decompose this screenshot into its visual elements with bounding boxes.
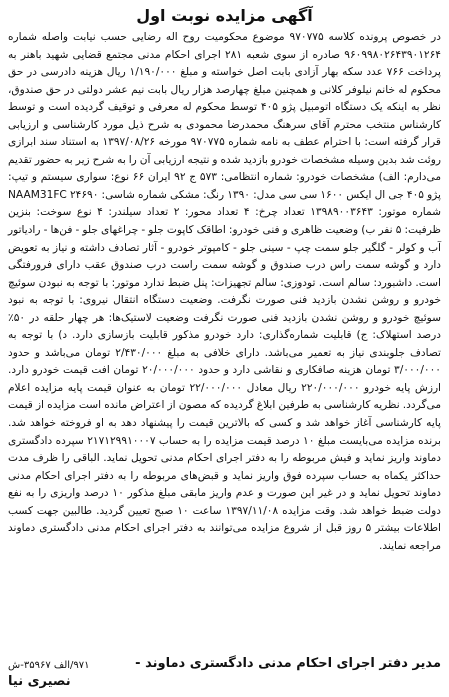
notice-title: آگهی مزایده نوبت اول <box>136 6 313 25</box>
notice-footer <box>8 655 441 691</box>
notice-body: در خصوص پرونده کلاسه ۹۷۰۷۷۵ موضوع محکومیت روح اله رضایی حسب نیابت واصله شماره ۹۶۰۹۹۸۰۲۶۴۳۹۰۱۲۶۴ صادره از سوی شعبه ۲۸۱ اجرای احکام مدنی مجتمع قضایی شهید باهنر به پرداخت ۷۶۶ عدد سکه بهار آزادی بابت اصل خواسته و مبلغ ۱/۱۹۰/۰۰۰ ریال هزینه دادرسی در حق محکوم له خانم نیلوفر کلانی و همچنین مبلغ چهارصد هزار ریال بابت نیم عشر دولتی در حق صندوق، نظر به اینکه یک دستگاه اتومبیل پژو ۴۰۵ توسط محکوم له معرفی و توقیف گردیده است و توسط کارشناس منتخب محترم آقای سرهنگ محمدرضا محمودی به شرح ذیل مورد کارشناسی و ارزیابی قرار گرفته است: با احترام عطف به نامه شماره ۹۷۰۷۷۵ مورخه ۱۳۹۷/۰۸/۲۶ به استناد سند ابرازی روئت شد بدین وسیله مشخصات خودرو بازدید شده و نتیجه ارزیابی آن را به شرح زیر به حضور تقدیم می‌دارم: الف) مشخصات خودرو: شماره انتظامی: ۵۷۳ ج ۹۲ ایران ۶۶ نوع: سواری سیستم و تیپ: پژو ۴۰۵ جی ال ایکس ۱۶۰۰ سی سی مدل: ۱۳۹۰ رنگ: مشکی شماره شاسی: NAAM31FC ۲۴۶۹۰ شماره موتور: ۱۳۹۸۹۰۰۳۶۴۳ تعداد چرخ: ۴ تعداد محور: ۲ تعداد سیلندر: ۴ نوع سوخت: بنزین ظرفیت: ۵ نفر ب) وضعیت ظاهری و فنی خودرو: اطاقک کاپوت جلو - چراغهای جلو - فن‌ها - رادیاتور آب و کولر - گلگیر جلو سمت چپ - سینی جلو - کامپوتر خودرو - آثار تصادف داشته و نیاز به تعویض دارد و گوشه سمت راس درب صندوق و گوشه سمت راست درب صندوق عقب دارای فرورفتگی است. داشبورد: سالم است. تودوزی: سالم تجهیزات: پنل ضبط ندارد موتور: با توجه به نبودن سوئیچ خودرو و روشن نشدن بازدید فنی صورت نگرفت. وضعیت دستگاه انتقال نیروی: با توجه به نبود سوئیچ خودرو و روشن نشدن بازدید فنی صورت نگرفت وضعیت لاستیک‌ها: هر چهار حلقه در ۵۰٪ درصد استهلاک: ج) قابلیت شماره‌گذاری: دارد خودرو مذکور قابلیت بازسازی دارد. د) با توجه به تصادف جلوبندی نیاز به تعمیر می‌باشد. دارای خلافی به مبلغ ۲/۴۳۰/۰۰۰ تومان می‌باشد و حدود ۳/۰۰۰/۰۰۰ تومان هزینه صافکاری و نقاشی دارد و حدود ۲۰/۰۰۰/۰۰۰ تومان افت قیمت خودرو دارد. ارزش پایه خودرو ۲۲۰/۰۰۰/۰۰۰ ریال معادل ۲۲/۰۰۰/۰۰۰ تومان به عنوان قیمت پایه مزایده اعلام می‌گردد. نظریه کارشناسی به طرفین ابلاغ گردیده که مصون از اعتراض مانده است مزایده از قیمت پایه کارشناسی آغاز خواهد شد و کسی که بالاترین قیمت را پیشنهاد دهد به او فروخته خواهد شد. برنده مزایده می‌بایست مبلغ ۱۰ درصد قیمت مزایده را به حساب ۲۱۷۱۲۹۹۱۰۰۰۷ سپرده دادگستری دماوند واریز نماید و فیش مربوطه را به دفتر اجرای احکام مدنی تحویل نماید. الباقی را ظرف مدت حداکثر یکماه به حساب سپرده فوق واریز نماید و قبض‌های مربوطه را به دفتر اجرای احکام مدنی دماوند تحویل نماید و در غیر این صورت و عدم واریز مابقی مبلغ مذکور ۱۰ درصد واریزی را به نفع دولت ضبط خواهد شد. وقت مزایده ۱۳۹۷/۱۱/۰۸ ساعت ۱۰ صبح تعیین گردید. طالبین جهت کسب اطلاعات بیشتر ۵ روز قبل از شروع مزایده می‌توانند به دفتر اجرای احکام مدنی دادگستری دماوند مراجعه نمایند. <box>8 31 442 552</box>
signature-name: نصیری نیا <box>8 674 71 689</box>
reference-number: ۹۷۱/الف ۳۵۹۶۷-ش <box>8 660 90 671</box>
signature-title: مدیر دفتر اجرای احکام مدنی دادگستری دماوند - <box>135 656 441 671</box>
